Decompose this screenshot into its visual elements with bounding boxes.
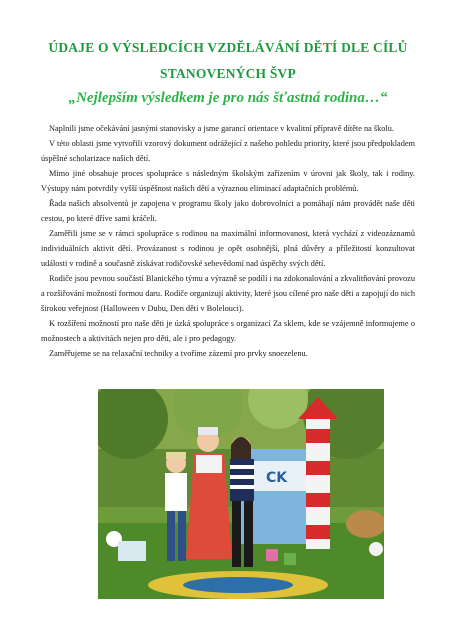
child-leg: [178, 511, 186, 561]
paragraph-5: Zaměřili jsme se v rámci spolupráce s rodinou na maximální informovanost, která vychází z videozáznamů individuálních aktivit dětí. Provázanost s rodinou je opět osobnější, plná důvěry a příležitostí konzultovat události v rodině a současně získávat rodičovské sebevědomí nad úspěchy svých dětí.: [41, 229, 415, 268]
adult-collar: [196, 455, 222, 473]
page-title-line-1: ÚDAJE O VÝSLEDCÍCH VZDĚLÁVÁNÍ DĚTÍ DLE CÍLŮ: [48, 40, 408, 55]
paragraph-4: Řada našich absolventů je zapojena v programu školy jako dobrovolníci a pomáhají nám provádět naše děti cestou, po které dříve sami kráčeli.: [41, 199, 415, 223]
play-mat-center: [183, 577, 293, 593]
storage-box: [118, 541, 146, 561]
event-photo-illustration: [98, 389, 384, 599]
paragraph-8: Zaměřujeme se na relaxační techniky a tvoříme zázemí pro prvky snoezelenu.: [49, 349, 308, 358]
body-text: [41, 121, 415, 361]
woman-stripe: [230, 485, 254, 489]
child-shirt: [165, 473, 187, 511]
child-leg: [167, 511, 175, 561]
woman-stripe: [230, 475, 254, 479]
lighthouse-stripe: [306, 429, 330, 443]
lighthouse-stripe: [306, 461, 330, 475]
paragraph-2: V této oblasti jsme vytvořili vzorový dokument odrážející z našeho pohledu priority, které jsou předpokladem úspěšné scholarizace našich dětí.: [41, 139, 415, 163]
paragraph-1: Naplnili jsme očekávání jasnými stanovisky a jsme garancí orientace v kvalitní přípravě dítěte na školu.: [49, 124, 394, 133]
sign-text: CK: [266, 470, 288, 486]
page-title-line-2: STANOVENÝCH ŠVP: [160, 66, 296, 81]
event-photo: [98, 389, 384, 599]
adult-hat: [198, 427, 218, 435]
bucket: [284, 553, 296, 565]
paragraph-6: Rodiče jsou pevnou součástí Blanického týmu a výrazně se podílí i na zdokonalování a zkvalitňování provozu a rozšiřování možností formou daru. Rodiče organizují aktivity, které jsou cílené pro naše děti a zapojují do nich širokou veřejnost (Halloween v Dubu, Den dětí v Bolelouci).: [41, 274, 415, 313]
balloon: [369, 542, 383, 556]
paragraph-3: Mimo jiné obsahuje proces spolupráce s následným školským zařízením v úrovni jak školy, tak i rodiny. Výstupy nám potvrdily vyšší úspěšnost našich dětí a výraznou eliminací adaptačních problémů.: [41, 169, 415, 193]
child-hat: [166, 452, 186, 459]
bucket: [266, 549, 278, 561]
lighthouse-stripe: [306, 525, 330, 539]
paragraph-7: K rozšíření možností pro naše děti je úzká spolupráce s organizací Za sklem, kde se vzájemně informujeme o možnostech a aktivitách nejen pro děti, ale i pro pedagogy.: [41, 319, 415, 343]
woman-leg: [232, 501, 241, 567]
motto: „Nejlepším výsledkem je pro nás šťastná rodina…“: [68, 90, 388, 106]
page-title: [20, 35, 436, 87]
lighthouse-stripe: [306, 493, 330, 507]
woman-stripe: [230, 465, 254, 469]
woman-leg: [244, 501, 253, 567]
